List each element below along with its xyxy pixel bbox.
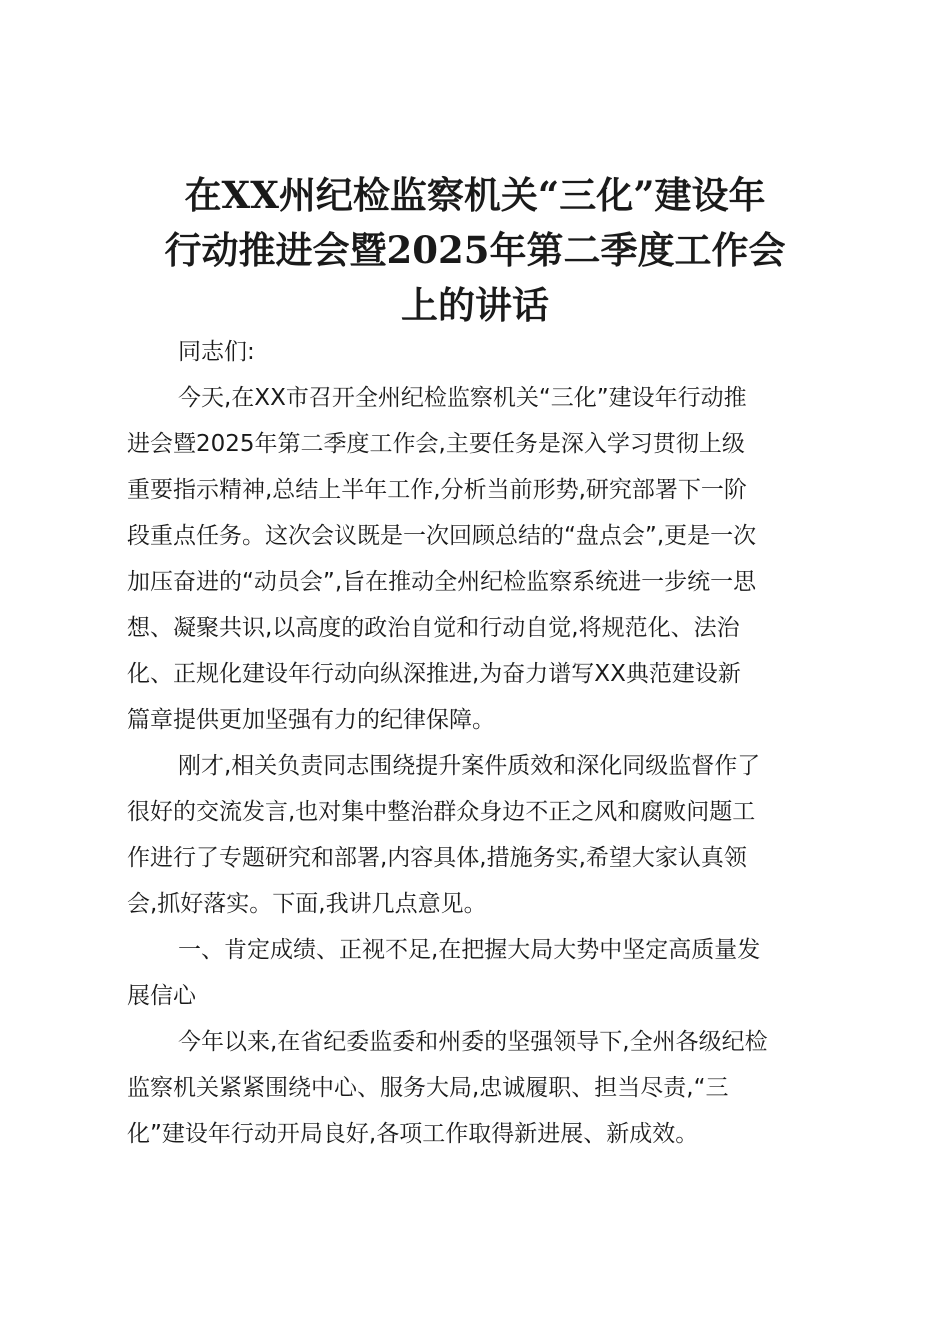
paragraph-line: 想、凝聚共识,以高度的政治自觉和行动自觉,将规范化、法治 (127, 615, 740, 641)
paragraph-line: 今年以来,在省纪委监委和州委的坚强领导下,全州各级纪检 (178, 1029, 768, 1055)
title-line: 上的讲话 (401, 283, 549, 327)
paragraph-line: 作进行了专题研究和部署,内容具体,措施务实,希望大家认真领 (127, 845, 747, 871)
paragraph-exchange (127, 743, 835, 927)
salutation (127, 329, 835, 375)
section-heading-1 (127, 927, 835, 1019)
paragraph-line: 篇章提供更加坚强有力的纪律保障。 (127, 707, 495, 733)
document-body (127, 329, 835, 1157)
title-line: 行动推进会暨2025年第二季度工作会 (164, 228, 786, 272)
document-title (110, 168, 840, 333)
paragraph-line: 进会暨2025年第二季度工作会,主要任务是深入学习贯彻上级 (127, 431, 745, 457)
paragraph-line: 化”建设年行动开局良好,各项工作取得新进展、新成效。 (127, 1121, 699, 1147)
paragraph-line: 化、正规化建设年行动向纵深推进,为奋力谱写XX典范建设新 (127, 661, 741, 687)
paragraph-opening (127, 375, 835, 743)
paragraph-line: 监察机关紧紧围绕中心、服务大局,忠诚履职、担当尽责,“三 (127, 1075, 729, 1101)
salutation-text: 同志们: (178, 339, 255, 365)
heading-line: 展信心 (127, 983, 196, 1009)
paragraph-line: 很好的交流发言,也对集中整治群众身边不正之风和腐败问题工 (127, 799, 756, 825)
paragraph-line: 段重点任务。这次会议既是一次回顾总结的“盘点会”,更是一次 (127, 523, 757, 549)
paragraph-line: 刚才,相关负责同志围绕提升案件质效和深化同级监督作了 (178, 753, 761, 779)
paragraph-line: 重要指示精神,总结上半年工作,分析当前形势,研究部署下一阶 (127, 477, 747, 503)
paragraph-line: 会,抓好落实。下面,我讲几点意见。 (127, 891, 487, 917)
paragraph-line: 加压奋进的“动员会”,旨在推动全州纪检监察系统进一步统一思 (127, 569, 757, 595)
paragraph-achievements (127, 1019, 835, 1157)
title-line: 在XX州纪检监察机关“三化”建设年 (184, 173, 766, 217)
paragraph-line: 今天,在XX市召开全州纪检监察机关“三化”建设年行动推 (178, 385, 747, 411)
heading-line: 一、肯定成绩、正视不足,在把握大局大势中坚定高质量发 (178, 937, 761, 963)
